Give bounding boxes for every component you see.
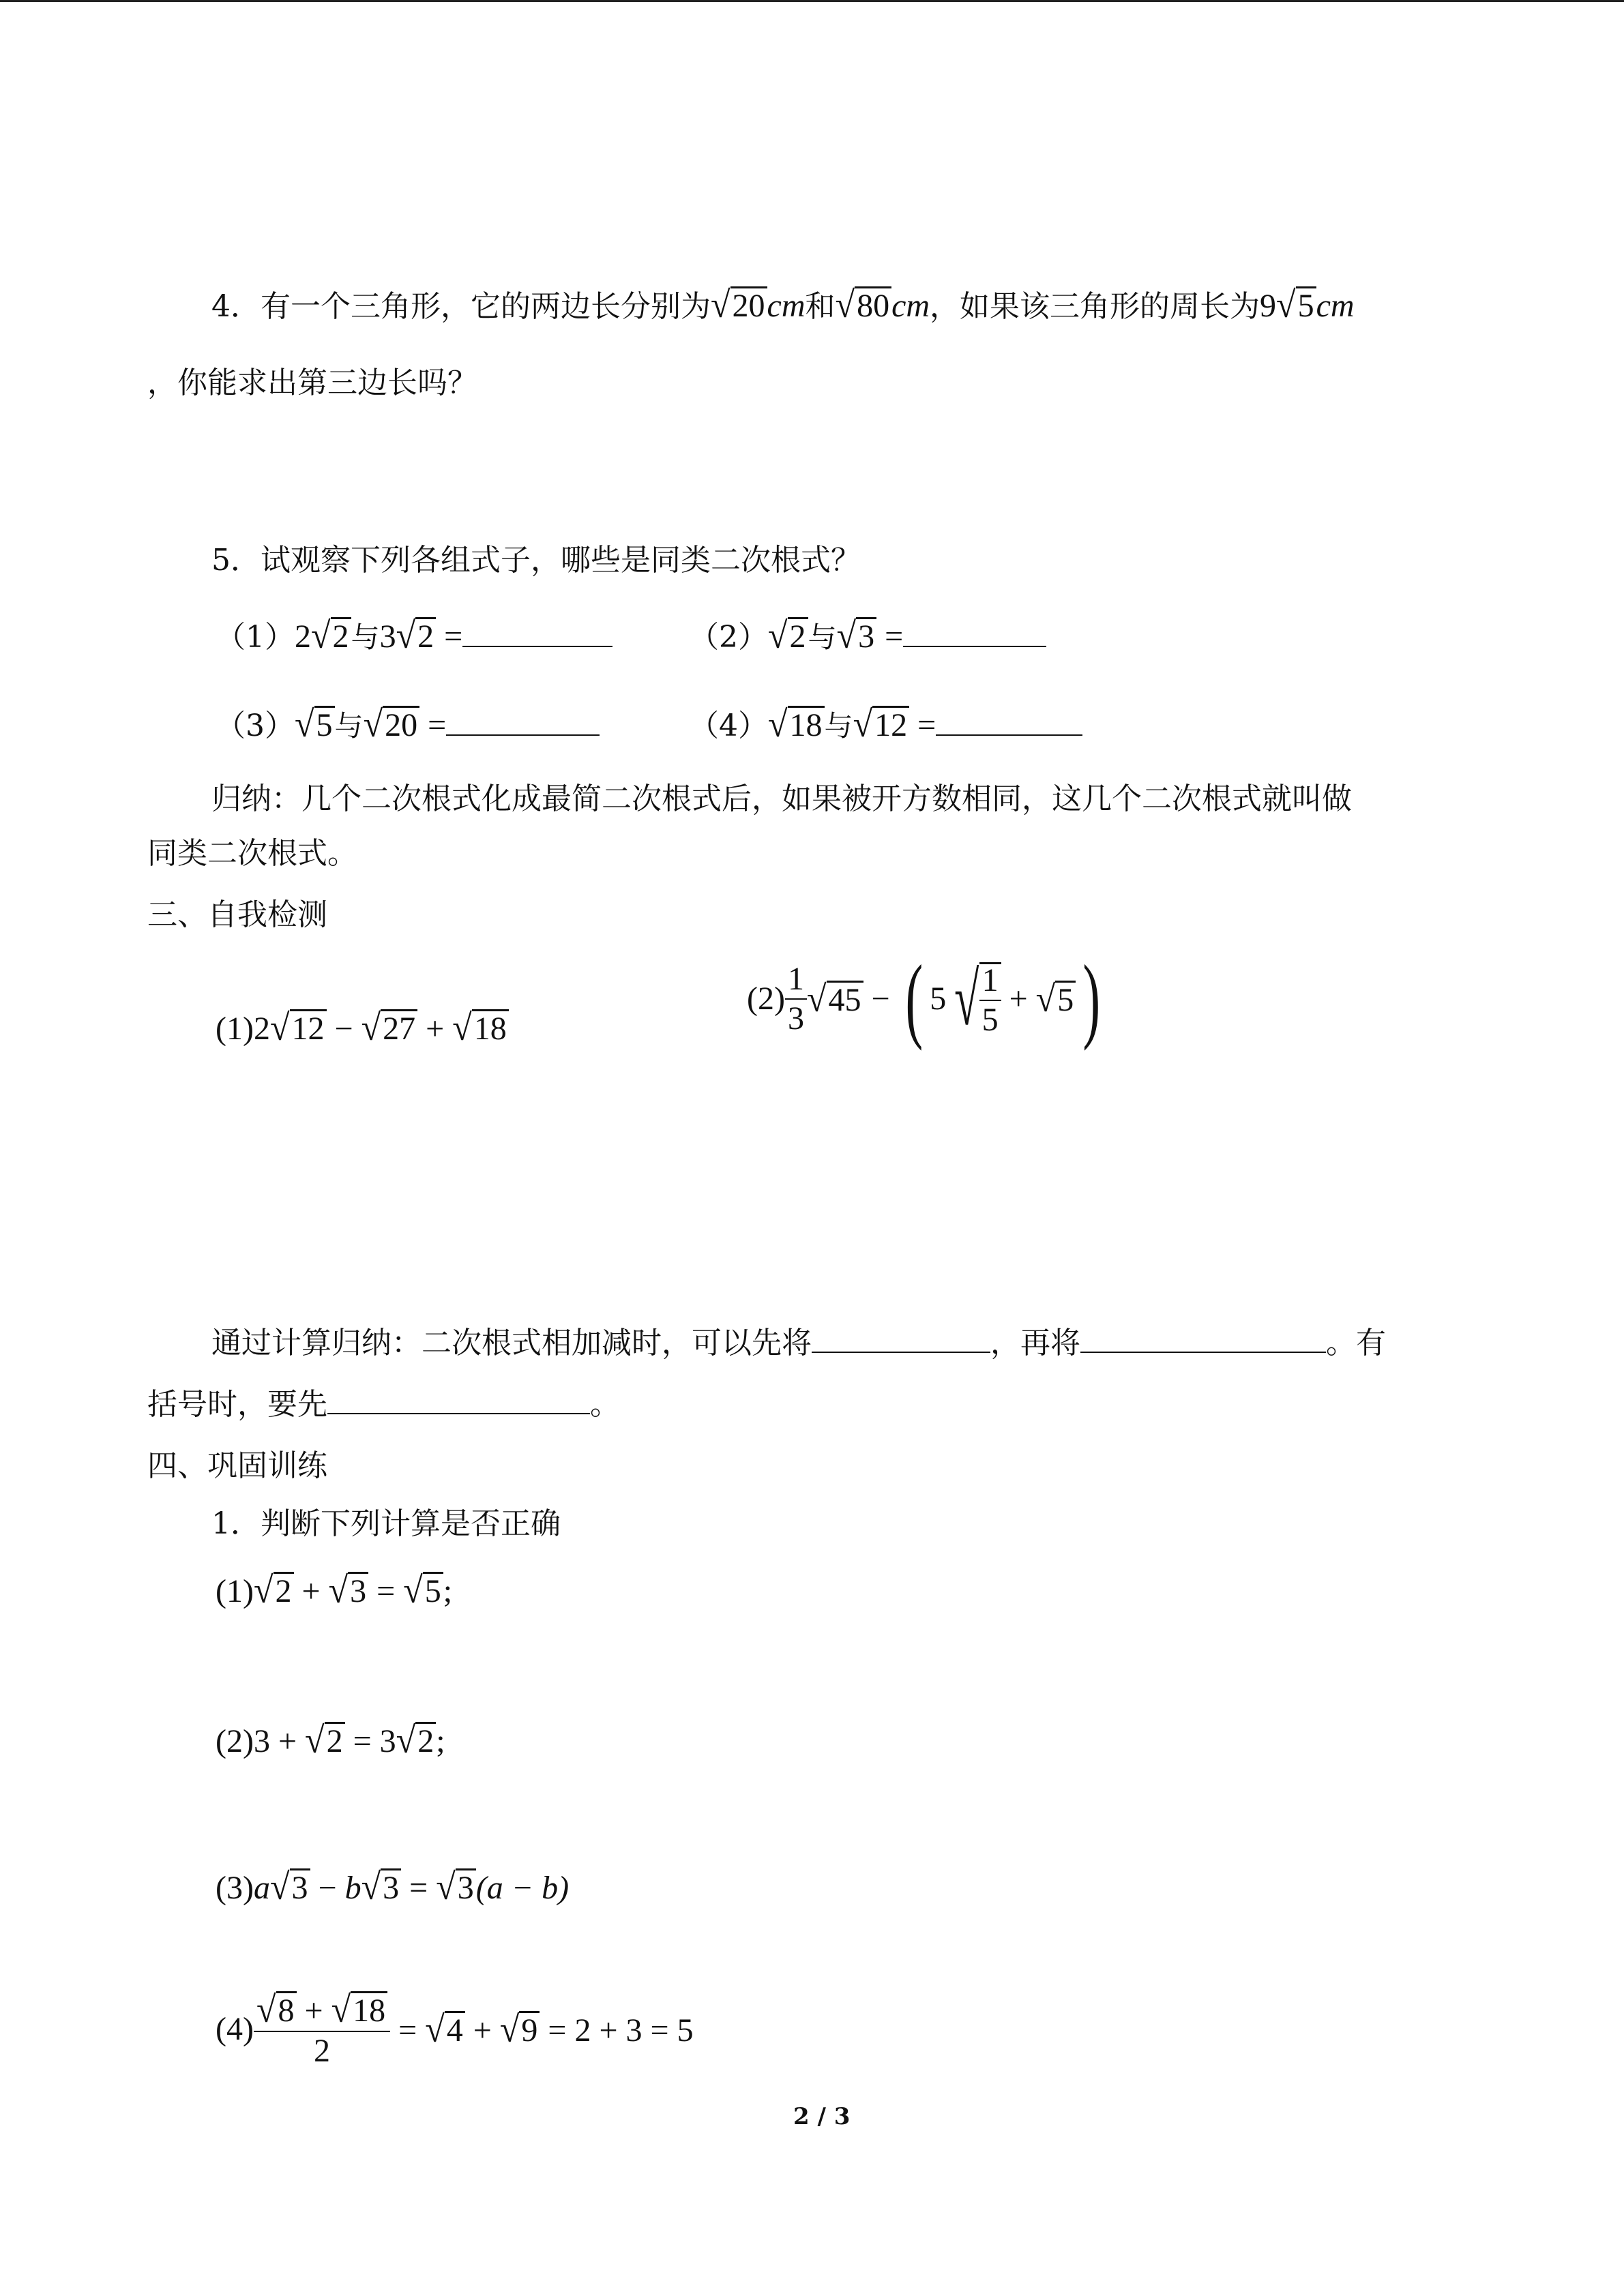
- section4-q1-title: 1．判断下列计算是否正确: [211, 1506, 561, 1541]
- summary-line2: 同类二次根式。: [147, 836, 357, 871]
- judge-expr-2: (2)3 + √2 = 3√2;: [216, 1720, 445, 1761]
- judge-expr-1: (1)√2 + √3 = √5;: [216, 1570, 453, 1611]
- answer-blank-1[interactable]: [462, 639, 612, 647]
- q5-item-1: （1）2√2与3√2 =: [216, 617, 612, 654]
- q4-line2: ，你能求出第三边长吗？: [147, 366, 477, 400]
- induction-blank-3[interactable]: [327, 1406, 590, 1414]
- q5-item-4: （4）√18与√12 =: [689, 706, 1082, 743]
- sqrt-perimeter: √5: [1276, 286, 1316, 323]
- answer-blank-4[interactable]: [936, 728, 1082, 736]
- page-number: 2 / 3: [793, 2103, 851, 2130]
- q5-item-2: （2）√2与√3 =: [689, 617, 1046, 654]
- q4-line1: 4．有一个三角形，它的两边长分别为√20cm和√80cm，如果该三角形的周长为9√5cm: [211, 284, 1355, 326]
- section3-title: 三、自我检测: [147, 897, 327, 932]
- induction-blank-1[interactable]: [812, 1345, 990, 1353]
- summary-line1: 归纳：几个二次根式化成最简二次根式后，如果被开方数相同，这几个二次根式就叫做: [211, 781, 1352, 816]
- judge-expr-4: (4) $\frac{√8 + √18}{2}$ = √4 + √9 = 2 + 3 = 5: [216, 1989, 694, 2069]
- judge-expr-3: (3)a√3 − b√3 = √3(a − b): [216, 1866, 570, 1908]
- answer-blank-2[interactable]: [903, 639, 1046, 647]
- induction-blank-2[interactable]: [1080, 1345, 1326, 1353]
- self-test-problem-2: (2) $\frac{1}{3}$ √45 − ( 5 √ $\frac{1}{5}$ + √5): [747, 946, 1101, 1052]
- q5-title: 5．试观察下列各组式子，哪些是同类二次根式？: [211, 543, 861, 578]
- self-test-problem-1: (1)2√12 − √27 + √18: [216, 1009, 509, 1046]
- page-top-border: [0, 0, 1624, 2]
- sqrt-side2: √80: [836, 286, 892, 323]
- induction-line1: 通过计算归纳：二次根式相加减时，可以先将 ，再将 。有: [211, 1326, 1386, 1360]
- section4-title: 四、巩固训练: [147, 1448, 327, 1483]
- induction-line2: 括号时，要先 。: [147, 1387, 620, 1422]
- q5-item-3: （3）√5与√20 =: [216, 706, 600, 743]
- answer-blank-3[interactable]: [446, 728, 600, 736]
- sqrt-side1: √20: [711, 286, 767, 323]
